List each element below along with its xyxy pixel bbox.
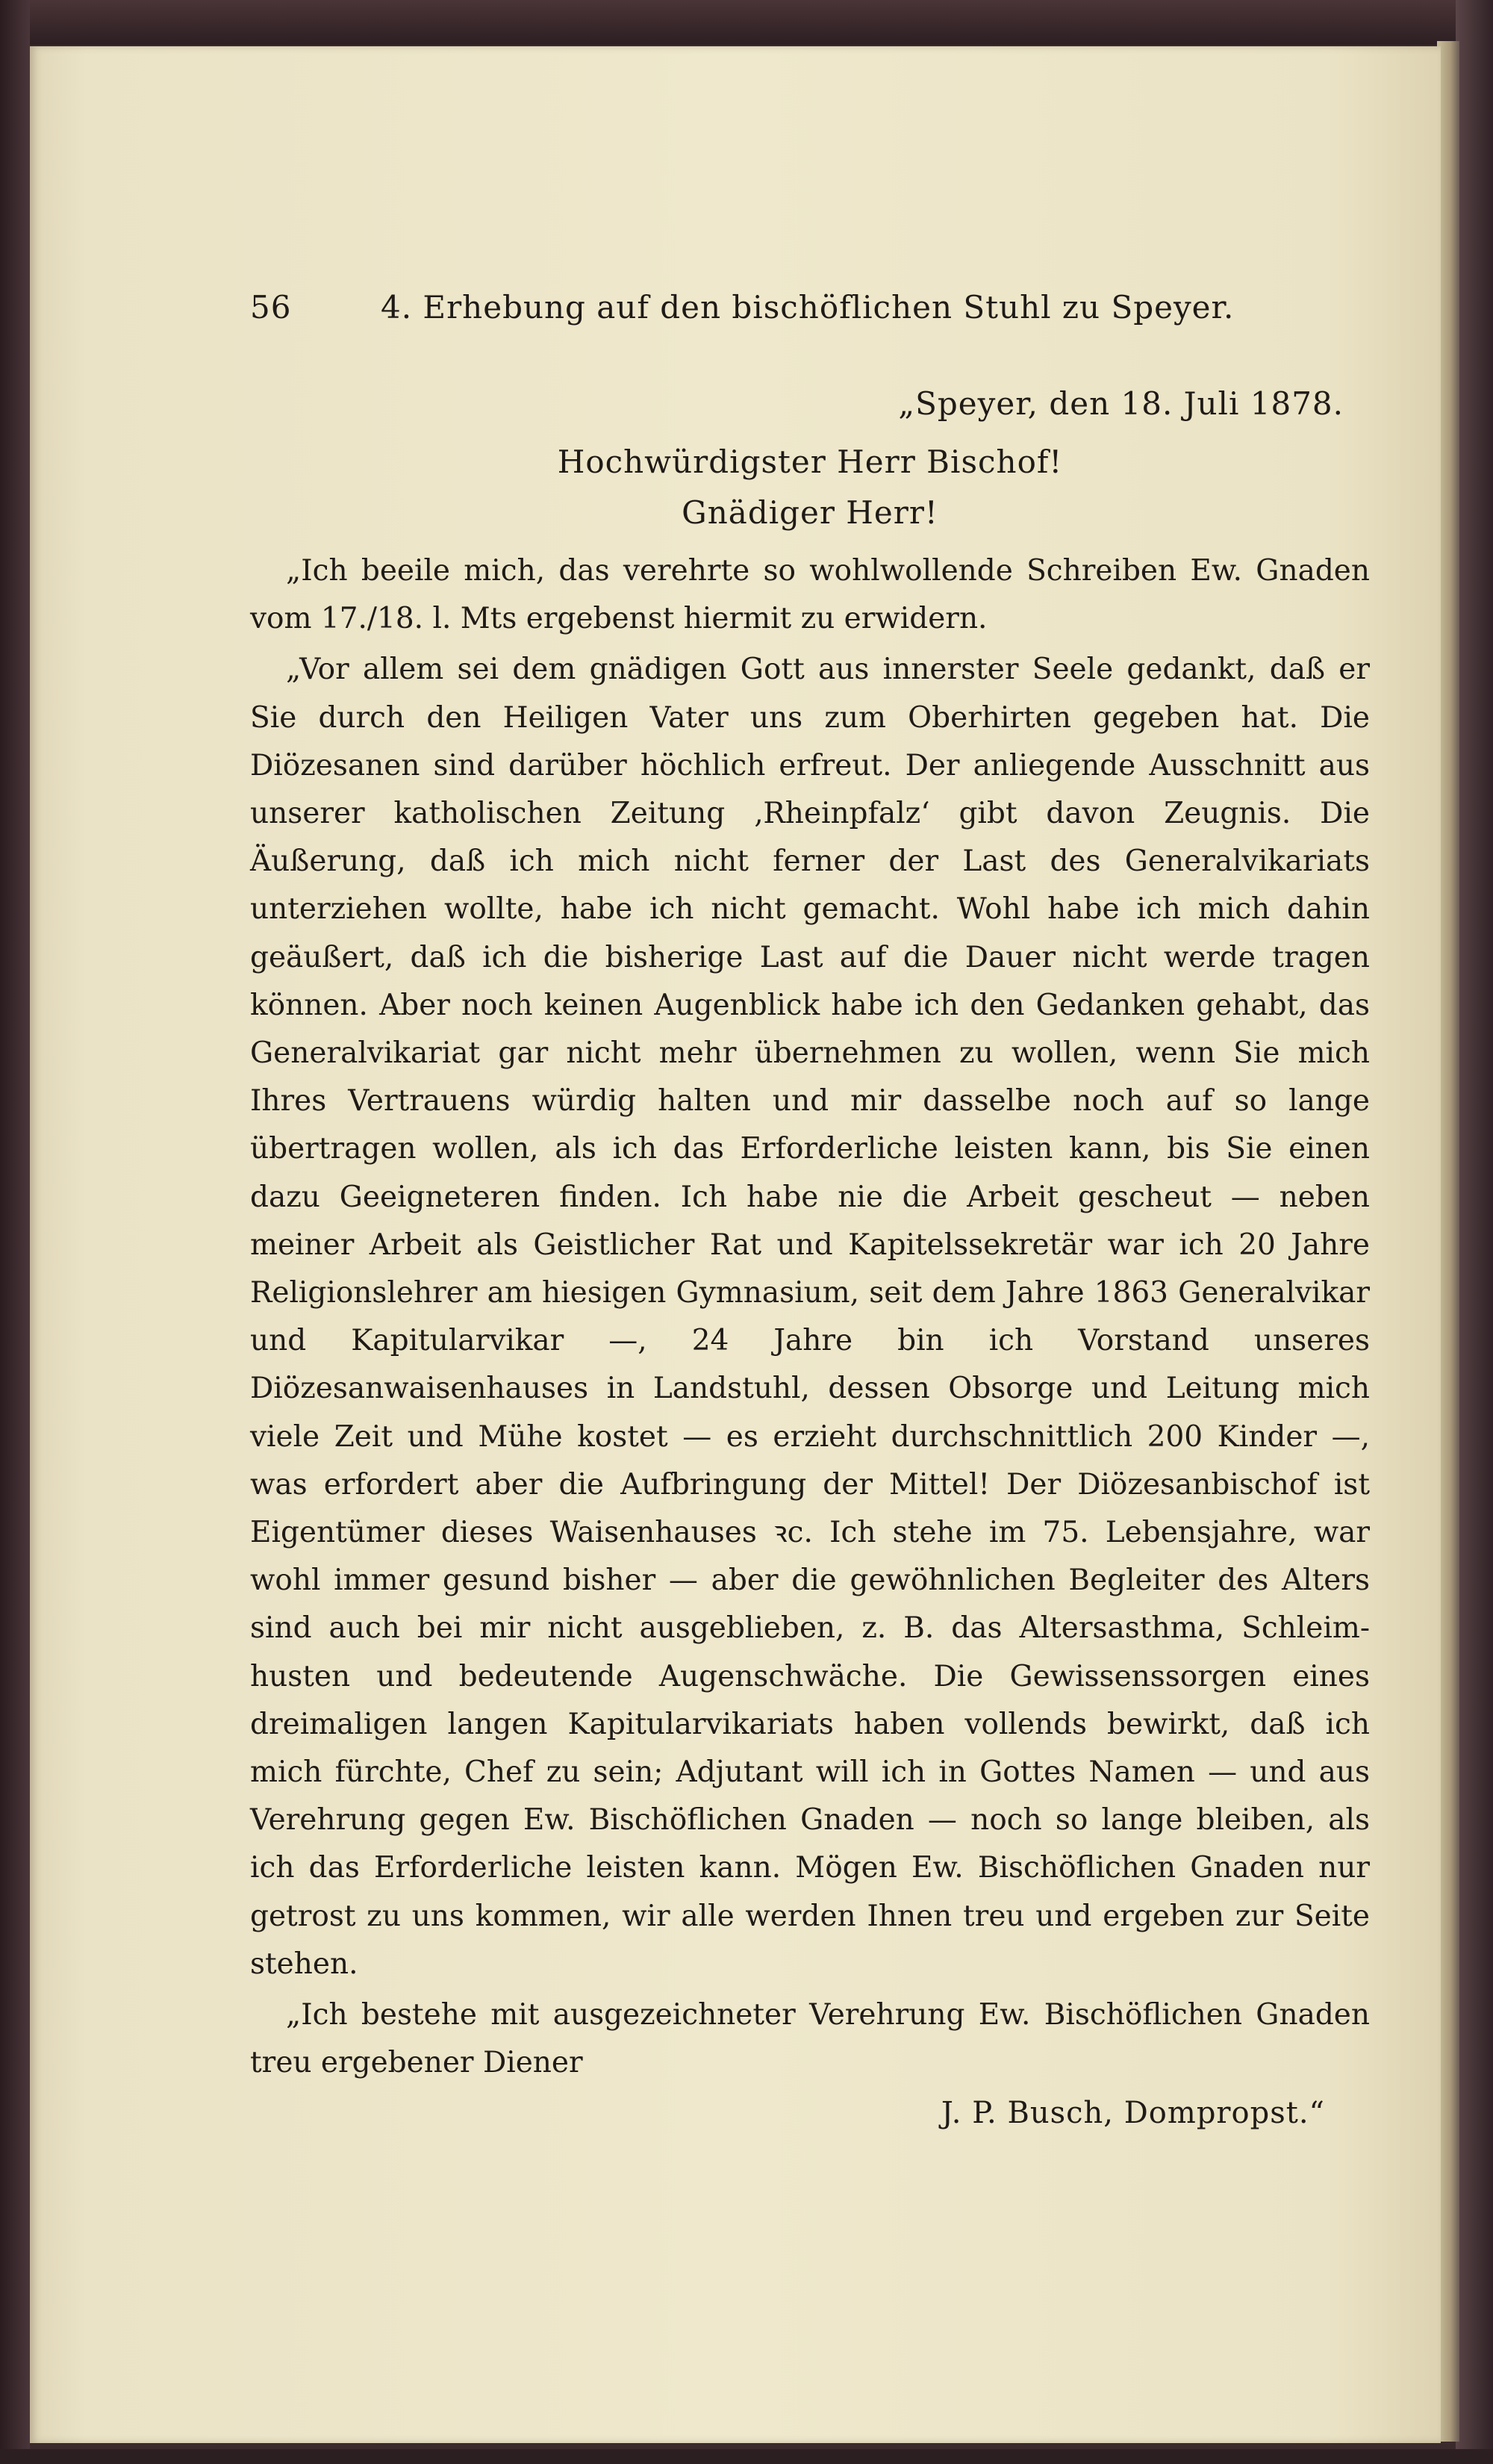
letter-paragraph-3: „Ich bestehe mit ausgezeichneter Verehrung Ew. Bischöflichen Gnaden treu ergebener Diener bbox=[250, 1998, 1370, 2080]
book-cover-right bbox=[1456, 0, 1493, 2464]
page-text-block bbox=[250, 278, 1370, 2137]
letter-salutation-2: Gnädiger Herr! bbox=[682, 494, 938, 531]
page-number: 56 bbox=[250, 289, 292, 326]
book-cover-top bbox=[0, 0, 1493, 45]
book-cover-left bbox=[0, 0, 30, 2464]
letter-salutation-1: Hochwürdigster Herr Bischof! bbox=[557, 444, 1063, 480]
letter-signature: J. P. Busch, Dompropst.“ bbox=[941, 2095, 1325, 2130]
running-head: 4. Erhebung auf den bischöflichen Stuhl zu Speyer. bbox=[381, 289, 1235, 326]
letter-paragraph-2: „Vor allem sei dem gnädigen Gott aus innerster Seele gedankt, daß er Sie durch den Heiligen Vater uns zum Oberhirten gegeben hat. Die Diözesanen sind darüber höchlich erfreut. Der anliegende Ausschnitt aus unserer katholischen Zeitung ‚Rheinpfalz‘ gibt davon Zeugnis. Die Äußerung, daß ich mich nicht ferner der Last des Generalvikariats unterziehen wollte, habe ich nicht gemacht. Wohl habe ich mich dahin geäußert, daß ich die bisherige Last auf die Dauer nicht werde tragen können. Aber noch keinen Augenblick habe ich den Gedanken gehabt, das Generalvikariat gar nicht mehr übernehmen zu wollen, wenn Sie mich Ihres Vertrauens würdig halten und mir dasselbe noch auf so lange übertragen wollen, als ich das Erforderliche leisten kann, bis Sie einen dazu Geeigneteren finden. Ich habe nie die Arbeit gescheut — neben meiner Arbeit als Geistlicher Rat und Kapitelssekretär war ich 20 Jahre Religionslehrer am hiesigen Gymnasium, seit dem Jahre 1863 Generalvikar und Kapitularvikar —, 24 Jahre bin ich Vorstand unseres Diözesanwaisenhauses in Landstuhl, dessen Obsorge und Leitung mich viele Zeit und Mühe kostet — es erzieht durchschnittlich 200 Kinder —, was erfordert aber die Aufbringung der Mittel! Der Diözesanbischof ist Eigentümer dieses Waisenhauses ꝛc. Ich stehe im 75. Lebensjahre, war wohl immer gesund bisher — aber die gewöhnlichen Begleiter des Alters sind auch bei mir nicht ausgeblieben, z. B. das Altersasthma, Schleimhusten und bedeutende Augenschwäche. Die Gewissenssorgen eines dreimaligen langen Kapitularvikariats haben vollends bewirkt, daß ich mich fürchte, Chef zu sein; Adjutant will ich in Gottes Namen — und aus Verehrung gegen Ew. Bischöflichen Gnaden — noch so lange bleiben, als ich das Erforderliche leisten kann. Mögen Ew. Bischöflichen Gnaden nur getrost zu uns kommen, wir alle werden Ihnen treu und ergeben zur Seite stehen. bbox=[250, 653, 1370, 1981]
book-cover-bottom bbox=[0, 2449, 1493, 2464]
letter-dateline: „Speyer, den 18. Juli 1878. bbox=[898, 385, 1344, 422]
page-header bbox=[250, 278, 1370, 337]
book-page bbox=[30, 46, 1441, 2443]
letter-paragraph-1: „Ich beeile mich, das verehrte so wohlwollende Schreiben Ew. Gnaden vom 17./18. l. Mts ergebenst hiermit zu erwidern. bbox=[250, 554, 1370, 636]
